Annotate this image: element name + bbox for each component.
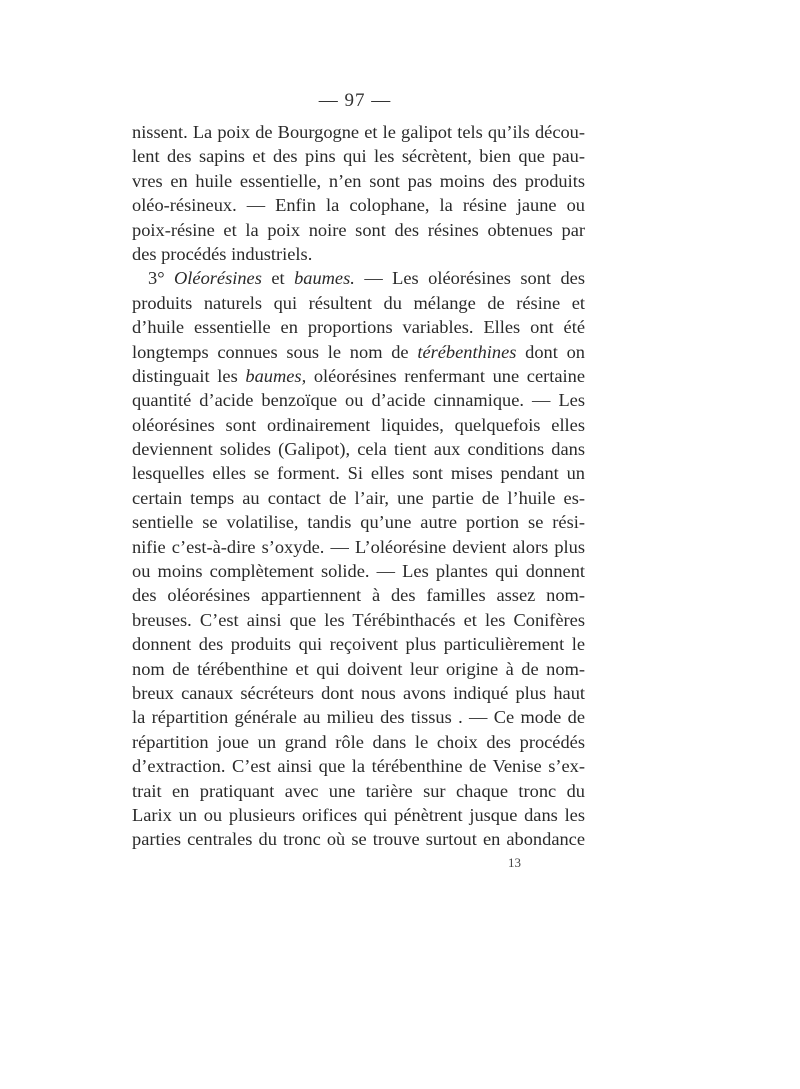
text-run: produits naturels qui résultent du mélange de résine et	[132, 292, 585, 313]
text-line	[132, 461, 585, 485]
text-run: nissent. La poix de Bourgogne et le galipot tels qu’ils décou-	[132, 122, 585, 142]
text-line	[132, 340, 585, 364]
text-line	[132, 779, 585, 803]
text-run: lent des sapins et des pins qui les sécrètent, bien que pau-	[132, 146, 585, 167]
text-run: breux canaux sécréteurs dont nous avons indiqué plus haut	[132, 682, 585, 703]
text-line	[132, 120, 585, 144]
text-run: vres en huile essentielle, n’en sont pas moins des produits	[132, 170, 585, 191]
text-run: certain temps au contact de l’air, une partie de l’huile es-	[132, 487, 585, 508]
text-line	[132, 535, 585, 559]
text-line	[132, 608, 585, 632]
text-run: lesquelles elles se forment. Si elles sont mises pendant un	[132, 463, 585, 484]
text-run: — Les oléorésines sont des	[354, 268, 585, 289]
text-run: deviennent solides (Galipot), cela tient aux conditions dans	[132, 439, 585, 460]
text-run: donnent des produits qui reçoivent plus particulièrement le	[132, 634, 585, 655]
text-line	[132, 144, 585, 168]
text-line	[132, 657, 585, 681]
text-run: et	[261, 268, 295, 289]
text-line	[132, 486, 585, 510]
signature-mark: 13	[508, 855, 521, 870]
text-line	[132, 193, 585, 217]
text-run: oléorésines sont ordinairement liquides, quelquefois elles	[132, 414, 585, 435]
text-line	[132, 242, 585, 266]
text-line	[132, 559, 585, 583]
text-run: nifie c’est-à-dire s’oxyde. — L’oléorésine devient alors plus	[132, 536, 585, 557]
text-line	[132, 827, 585, 851]
text-run: longtemps connues sous le nom de	[132, 341, 418, 362]
text-run: sentielle se volatilise, tandis qu’une autre portion se rési-	[132, 512, 585, 533]
text-run: parties centrales du tronc où se trouve surtout en abondance	[132, 829, 585, 850]
text-run: distinguait les	[132, 365, 246, 386]
text-run: d’huile essentielle en proportions variables. Elles ont été	[132, 317, 585, 338]
text-run: la répartition générale au milieu des tissus . — Ce mode de	[132, 707, 585, 728]
text-run: dont on	[516, 341, 585, 362]
text-run: Larix un ou plusieurs orifices qui pénètrent jusque dans les	[132, 804, 585, 825]
text-line	[132, 705, 585, 729]
text-line	[132, 583, 585, 607]
italic-term: baumes,	[245, 365, 307, 386]
text-run: des procédés industriels.	[132, 243, 313, 264]
text-run: oléorésines renfermant une certaine	[306, 365, 585, 386]
text-line	[132, 510, 585, 534]
text-run: des oléorésines appartiennent à des familles assez nom-	[132, 585, 585, 606]
text-line	[132, 266, 585, 290]
text-line	[132, 437, 585, 461]
text-line	[132, 388, 585, 412]
page-number: — 97 —	[318, 90, 392, 111]
text-line	[132, 632, 585, 656]
text-line	[132, 364, 585, 388]
text-line	[132, 681, 585, 705]
text-line	[132, 413, 585, 437]
text-run: répartition joue un grand rôle dans le choix des procédés	[132, 731, 585, 752]
text-run: oléo-résineux. — Enfin la colophane, la résine jaune ou	[132, 195, 585, 216]
text-line	[132, 730, 585, 754]
text-line	[132, 218, 585, 242]
text-run: d’extraction. C’est ainsi que la térébenthine de Venise s’ex-	[132, 756, 585, 777]
body-text	[132, 120, 585, 852]
text-run: breuses. C’est ainsi que les Térébinthacés et les Conifères	[132, 609, 585, 630]
text-run: trait en pratiquant avec une tarière sur chaque tronc du	[132, 780, 585, 801]
text-line	[132, 169, 585, 193]
text-run: ou moins complètement solide. — Les plantes qui donnent	[132, 561, 585, 582]
text-run: 3°	[148, 268, 175, 289]
text-run: nom de térébenthine et qui doivent leur origine à de nom-	[132, 658, 585, 679]
text-line	[132, 754, 585, 778]
text-line	[132, 315, 585, 339]
text-line	[132, 803, 585, 827]
text-run: quantité d’acide benzoïque ou d’acide cinnamique. — Les	[132, 390, 585, 411]
italic-term: térébenthines	[417, 341, 517, 362]
italic-term: baumes.	[294, 268, 355, 289]
text-run: poix-résine et la poix noire sont des résines obtenues par	[132, 219, 585, 240]
italic-term: Oléorésines	[174, 268, 262, 289]
text-line	[132, 291, 585, 315]
